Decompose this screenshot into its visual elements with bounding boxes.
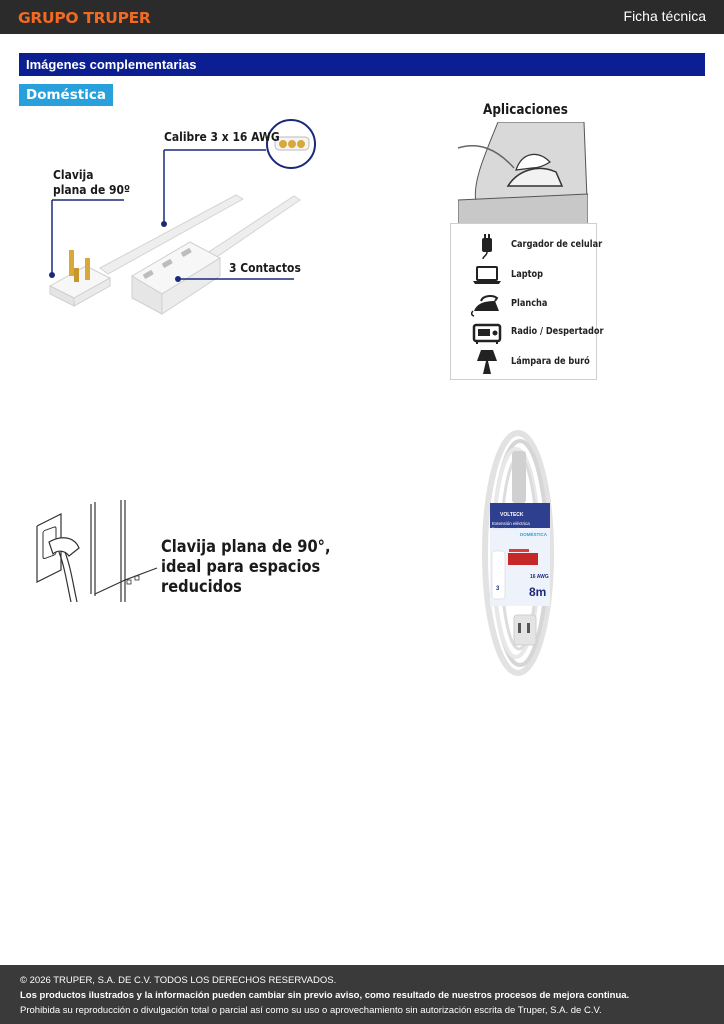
iron-icon bbox=[471, 289, 503, 319]
top-bar bbox=[0, 0, 724, 34]
radio-clock-icon bbox=[471, 317, 503, 347]
section-header bbox=[19, 53, 705, 76]
plug-callout-line1: Clavija bbox=[53, 167, 94, 182]
application-label: Plancha bbox=[511, 298, 548, 309]
feature-description bbox=[161, 537, 331, 597]
application-label: Radio / Despertador bbox=[511, 326, 604, 337]
application-item bbox=[451, 260, 598, 290]
product-line-tag bbox=[19, 84, 113, 106]
package-brand: VOLTECK bbox=[500, 512, 524, 518]
package-product-name-en: Extension cord bbox=[492, 526, 519, 531]
extension-cord-illustration bbox=[40, 118, 330, 328]
package-gauge: 16 AWG bbox=[530, 574, 549, 580]
phone-charger-icon bbox=[471, 230, 503, 260]
packaged-product-image bbox=[478, 425, 560, 680]
application-item bbox=[451, 230, 603, 260]
footer-prohibition: Prohibida su reproducción o divulgación total o parcial así como su uso o aprovechamiento sin autorización escrita de Truper, S.A. de C.V. bbox=[20, 1005, 602, 1016]
package-product-name: Extensión eléctrica bbox=[492, 521, 530, 526]
application-label: Cargador de celular bbox=[511, 239, 603, 250]
ironing-illustration bbox=[458, 122, 588, 224]
gauge-callout: Calibre 3 x 16 AWG bbox=[164, 129, 280, 144]
footer-notice: Los productos ilustrados y la información pueden cambiar sin previo aviso, como resultado de nuestros procesos de mejora continua. bbox=[20, 990, 630, 1001]
applications-title: Aplicaciones bbox=[483, 102, 568, 118]
feature-line: ideal para espacios bbox=[161, 557, 321, 577]
lamp-icon bbox=[471, 347, 503, 377]
wall-outlet-illustration bbox=[35, 498, 160, 608]
application-label: Lámpara de buró bbox=[511, 356, 590, 367]
application-item bbox=[451, 347, 598, 377]
application-item bbox=[451, 289, 598, 319]
footer bbox=[0, 965, 724, 1024]
application-label: Laptop bbox=[511, 269, 544, 280]
plug-callout-line2: plana de 90º bbox=[53, 182, 131, 197]
coiled-extension-cord bbox=[478, 425, 560, 680]
package-line: DOMÉSTICA bbox=[520, 532, 547, 537]
applications-illustration bbox=[458, 122, 588, 224]
brand-logo: GRUPO TRUPER bbox=[18, 9, 151, 27]
laptop-icon bbox=[471, 260, 503, 290]
feature-line: Clavija plana de 90°, bbox=[161, 537, 331, 557]
applications-list bbox=[450, 223, 604, 380]
outlets-callout: 3 Contactos bbox=[229, 260, 301, 275]
product-line-label: Doméstica bbox=[26, 87, 106, 103]
document-type-label: Ficha técnica bbox=[623, 8, 706, 24]
section-title: Imágenes complementarias bbox=[26, 57, 197, 72]
product-diagram bbox=[40, 118, 330, 328]
feature-line: reducidos bbox=[161, 577, 242, 597]
package-outlets: 3 bbox=[496, 586, 500, 592]
wall-plug-drawing bbox=[35, 498, 160, 608]
footer-copyright: © 2026 TRUPER, S.A. DE C.V. TODOS LOS DERECHOS RESERVADOS. bbox=[20, 975, 337, 986]
package-length: 8m bbox=[529, 585, 547, 599]
application-item bbox=[451, 317, 604, 347]
